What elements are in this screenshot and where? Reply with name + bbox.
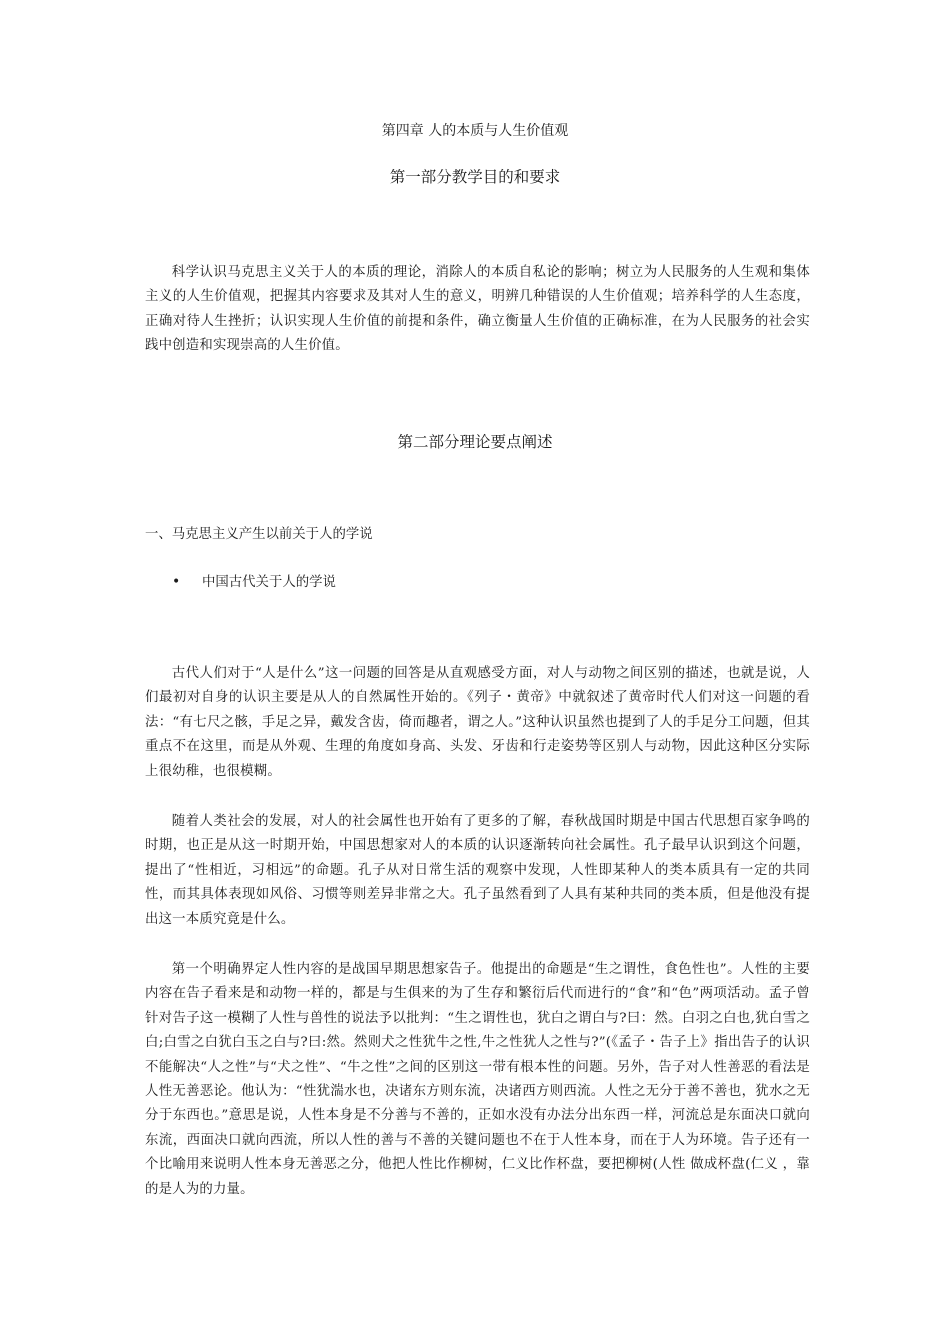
part1-title: 第一部分教学目的和要求 — [389, 168, 561, 186]
bullet-list-item — [172, 571, 336, 594]
chapter-title: 第四章 人的本质与人生价值观 — [381, 123, 569, 139]
body-paragraph: 古代人们对于“人是什么”这一问题的回答是从直观感受方面，对人与动物之间区别的描述，也就是说，人们最初对自身的认识主要是从人的自然属性开始的。《列子・黄帝》中就叙述了黄帝时代人们对这一问题的看法：“有七尺之骸，手足之异，戴发含齿，倚而趣者，谓之人。”这种认识虽然也提到了人的手足分工问题，但其重点不在这里，而是从外观、生理的角度如身高、头发、牙齿和行走姿势等区别人与动物，因此这种区分实际上很幼稚，也很模糊。 — [145, 666, 810, 779]
body-paragraph: 随着人类社会的发展，对人的社会属性也开始有了更多的了解，春秋战国时期是中国古代思想百家争鸣的时期，也正是从这一时期开始，中国思想家对人的本质的认识逐渐转向社会属性。孔子最早认识到这个问题，提出了“性相近，习相远”的命题。孔子从对日常生活的观察中发现，人性即某种人的类本质具有一定的共同性，而其具体表现如风俗、习惯等则差异非常之大。孔子虽然看到了人具有某种共同的类本质，但是他没有提出这一本质究竟是什么。 — [145, 814, 810, 927]
bullet-label: 中国古代关于人的学说 — [202, 575, 336, 590]
bullet-icon: • — [172, 574, 181, 590]
section-heading: 一、马克思主义产生以前关于人的学说 — [145, 527, 373, 542]
part1-paragraph: 科学认识马克思主义关于人的本质的理论，消除人的本质自私论的影响；树立为人民服务的人生观和集体主义的人生价值观，把握其内容要求及其对人生的意义，明辨几种错误的人生价值观；培养科学的人生态度，正确对待人生挫折；认识实现人生价值的前提和条件，确立衡量人生价值的正确标准，在为人民服务的社会实践中创造和实现崇高的人生价值。 — [145, 265, 810, 354]
body-paragraph: 第一个明确界定人性内容的是战国早期思想家告子。他提出的命题是“生之谓性，食色性也”。人性的主要内容在告子看来是和动物一样的，都是与生俱来的为了生存和繁衍后代而进行的“食”和“色”两项活动。孟子曾针对告子这一模糊了人性与兽性的说法予以批判：“生之谓性也，犹白之谓白与?曰：然。白羽之白也,犹白雪之白;白雪之白犹白玉之白与?曰:然。然则犬之性犹牛之性,牛之性犹人之性与?”(《孟子・告子上》指出告子的认识不能解决“人之性”与“犬之性”、“牛之性”之间的区别这一带有根本性的问题。另外，告子对人性善恶的看法是人性无善恶论。他认为：“性犹湍水也，决诸东方则东流，决诸西方则西流。人性之无分于善不善也，犹水之无分于东西也。”意思是说，人性本身是不分善与不善的，正如水没有办法分出东西一样，河流总是东面决口就向东流，西面决口就向西流，所以人性的善与不善的关键问题也不在于人性本身，而在于人为环境。告子还有一个比喻用来说明人性本身无善恶之分，他把人性比作柳树，仁义比作杯盘，要把柳树(人性 做成杯盘(仁义 ，靠的是人为的力量。 — [145, 962, 810, 1197]
part2-title: 第二部分理论要点阐述 — [397, 433, 553, 451]
